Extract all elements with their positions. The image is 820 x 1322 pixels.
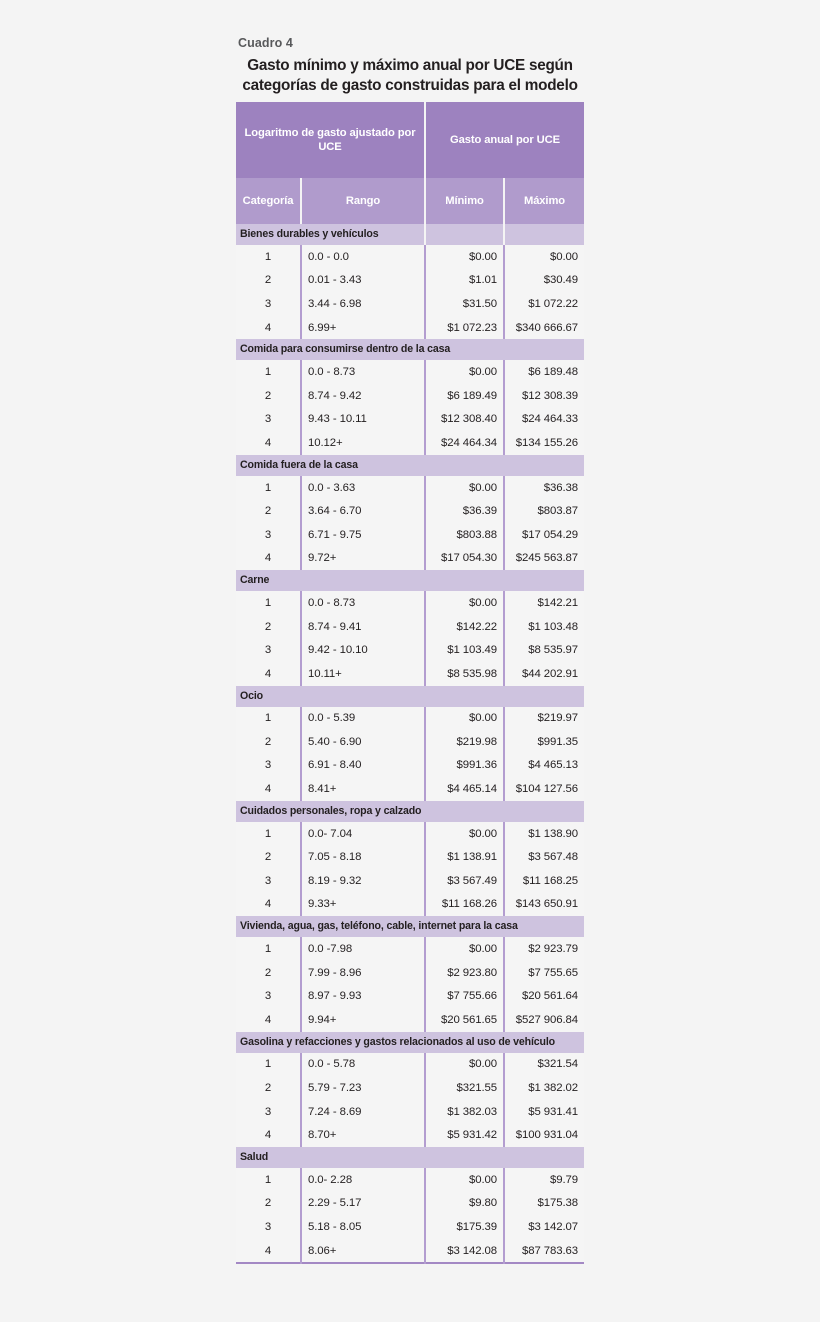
cell-min: $24 464.34 [425,431,504,455]
cell-rango: 9.43 - 10.11 [301,408,425,432]
cell-rango: 0.0- 2.28 [301,1168,425,1192]
cell-cat: 1 [236,822,301,846]
cell-rango: 8.74 - 9.41 [301,615,425,639]
cell-rango: 7.24 - 8.69 [301,1100,425,1124]
table-row [236,384,584,408]
cell-rango: 10.11+ [301,662,425,686]
section-header-row [236,801,584,822]
cell-rango: 0.01 - 3.43 [301,269,425,293]
cell-cat: 4 [236,547,301,571]
cell-min: $12 308.40 [425,408,504,432]
cell-cat: 3 [236,292,301,316]
cell-cat: 1 [236,1053,301,1077]
cell-max: $991.35 [504,730,584,754]
cell-cat: 2 [236,615,301,639]
cell-min: $219.98 [425,730,504,754]
cell-max: $8 535.97 [504,638,584,662]
cell-rango: 0.0 - 0.0 [301,245,425,269]
table-row [236,961,584,985]
cell-rango: 0.0 - 3.63 [301,476,425,500]
cell-max: $803.87 [504,499,584,523]
cell-max: $87 783.63 [504,1239,584,1264]
cell-min: $31.50 [425,292,504,316]
cell-rango: 7.05 - 8.18 [301,845,425,869]
cell-min: $0.00 [425,245,504,269]
cell-max: $142.21 [504,591,584,615]
cell-min: $803.88 [425,523,504,547]
table-row [236,360,584,384]
cell-max: $134 155.26 [504,431,584,455]
section-header-row [236,570,584,591]
cell-min: $0.00 [425,822,504,846]
page-title: Gasto mínimo y máximo anual por UCE según categorías de gasto construidas para el modelo [242,57,578,94]
cell-min: $36.39 [425,499,504,523]
cell-min: $20 561.65 [425,1008,504,1032]
cell-min: $0.00 [425,937,504,961]
table-row [236,316,584,340]
cell-max: $1 382.02 [504,1076,584,1100]
cell-cat: 3 [236,408,301,432]
section-title: Cuidados personales, ropa y calzado [236,801,584,822]
cell-rango: 6.99+ [301,316,425,340]
table-head [236,102,584,224]
table-header-group-row [236,102,584,178]
section-title: Comida fuera de la casa [236,455,584,476]
section-title: Vivienda, agua, gas, teléfono, cable, internet para la casa [236,916,584,937]
cell-cat: 4 [236,316,301,340]
cell-cat: 2 [236,961,301,985]
cell-cat: 3 [236,523,301,547]
cell-min: $17 054.30 [425,547,504,571]
table-row [236,1239,584,1264]
section-header-row [236,916,584,937]
cell-max: $20 561.64 [504,984,584,1008]
cell-cat: 4 [236,1008,301,1032]
table-row [236,754,584,778]
cell-min: $1 382.03 [425,1100,504,1124]
table-row [236,1076,584,1100]
cell-cat: 2 [236,1076,301,1100]
table-row [236,662,584,686]
cell-min: $9.80 [425,1192,504,1216]
cell-cat: 3 [236,638,301,662]
cell-rango: 3.44 - 6.98 [301,292,425,316]
column-header-categoria: Categoría [236,178,301,224]
cell-rango: 0.0 -7.98 [301,937,425,961]
table-row [236,730,584,754]
cell-max: $7 755.65 [504,961,584,985]
cell-min: $7 755.66 [425,984,504,1008]
column-header-minimo: Mínimo [425,178,504,224]
table-row [236,615,584,639]
header-group-gasto-anual: Gasto anual por UCE [425,102,584,178]
table-row [236,777,584,801]
cell-rango: 9.42 - 10.10 [301,638,425,662]
cell-rango: 9.33+ [301,893,425,917]
cell-rango: 0.0 - 8.73 [301,591,425,615]
cell-max: $6 189.48 [504,360,584,384]
cell-cat: 4 [236,1123,301,1147]
table-row [236,499,584,523]
cell-min: $4 465.14 [425,777,504,801]
cell-min: $1 103.49 [425,638,504,662]
table-row [236,1192,584,1216]
cell-min: $2 923.80 [425,961,504,985]
cell-rango: 0.0- 7.04 [301,822,425,846]
cell-cat: 3 [236,1215,301,1239]
cell-min: $5 931.42 [425,1123,504,1147]
cell-cat: 3 [236,869,301,893]
cell-min: $0.00 [425,591,504,615]
cell-min: $175.39 [425,1215,504,1239]
cell-max: $4 465.13 [504,754,584,778]
cell-rango: 6.91 - 8.40 [301,754,425,778]
cell-max: $175.38 [504,1192,584,1216]
cell-min: $0.00 [425,1168,504,1192]
table-row [236,591,584,615]
cell-rango: 9.94+ [301,1008,425,1032]
cell-max: $219.97 [504,707,584,731]
cell-rango: 8.19 - 9.32 [301,869,425,893]
cell-min: $11 168.26 [425,893,504,917]
table-row [236,547,584,571]
table-row [236,893,584,917]
cell-max: $5 931.41 [504,1100,584,1124]
header-group-log-gasto: Logaritmo de gasto ajustado por UCE [236,102,425,178]
cell-min: $321.55 [425,1076,504,1100]
cell-max: $36.38 [504,476,584,500]
cell-min: $991.36 [425,754,504,778]
cell-cat: 1 [236,1168,301,1192]
section-header-row [236,339,584,360]
cell-max: $1 138.90 [504,822,584,846]
cell-max: $104 127.56 [504,777,584,801]
cell-cat: 2 [236,1192,301,1216]
cell-min: $6 189.49 [425,384,504,408]
section-title: Carne [236,570,584,591]
section-header-row [236,1032,584,1053]
table-row [236,937,584,961]
table-row [236,1123,584,1147]
expenditure-table [236,102,584,1264]
cell-min: $3 142.08 [425,1239,504,1264]
table-row [236,845,584,869]
table-row [236,822,584,846]
section-band-spacer [504,224,584,245]
cell-min: $0.00 [425,476,504,500]
cell-min: $8 535.98 [425,662,504,686]
cell-rango: 9.72+ [301,547,425,571]
cell-cat: 1 [236,591,301,615]
table-row [236,707,584,731]
table-row [236,245,584,269]
figure-label: Cuadro 4 [238,36,293,50]
cell-cat: 4 [236,777,301,801]
table-row [236,523,584,547]
cell-rango: 0.0 - 5.39 [301,707,425,731]
cell-rango: 2.29 - 5.17 [301,1192,425,1216]
column-header-maximo: Máximo [504,178,584,224]
cell-cat: 2 [236,384,301,408]
cell-rango: 10.12+ [301,431,425,455]
cell-min: $0.00 [425,360,504,384]
cell-max: $100 931.04 [504,1123,584,1147]
cell-min: $1 138.91 [425,845,504,869]
cell-cat: 4 [236,431,301,455]
cell-rango: 6.71 - 9.75 [301,523,425,547]
table-row [236,1168,584,1192]
table-row [236,638,584,662]
section-header-row [236,686,584,707]
cell-rango: 5.18 - 8.05 [301,1215,425,1239]
section-title: Bienes durables y vehículos [236,224,425,245]
cell-max: $12 308.39 [504,384,584,408]
table-row [236,1215,584,1239]
table-row [236,1100,584,1124]
cell-cat: 3 [236,984,301,1008]
cell-cat: 1 [236,707,301,731]
table-figure [236,36,584,1264]
cell-min: $1 072.23 [425,316,504,340]
section-title: Gasolina y refacciones y gastos relacionados al uso de vehículo [236,1032,584,1053]
cell-max: $143 650.91 [504,893,584,917]
table-row [236,1008,584,1032]
cell-rango: 8.97 - 9.93 [301,984,425,1008]
cell-max: $17 054.29 [504,523,584,547]
cell-max: $30.49 [504,269,584,293]
table-row [236,292,584,316]
table-row [236,269,584,293]
cell-rango: 8.74 - 9.42 [301,384,425,408]
cell-cat: 1 [236,245,301,269]
section-header-row [236,224,584,245]
table-body [236,224,584,1263]
cell-min: $142.22 [425,615,504,639]
cell-rango: 8.70+ [301,1123,425,1147]
cell-rango: 5.79 - 7.23 [301,1076,425,1100]
table-row [236,476,584,500]
cell-cat: 2 [236,845,301,869]
cell-rango: 3.64 - 6.70 [301,499,425,523]
cell-rango: 7.99 - 8.96 [301,961,425,985]
table-header-columns-row [236,178,584,224]
table-row [236,984,584,1008]
cell-max: $340 666.67 [504,316,584,340]
cell-cat: 1 [236,937,301,961]
section-title: Ocio [236,686,584,707]
cell-max: $9.79 [504,1168,584,1192]
cell-cat: 1 [236,360,301,384]
cell-max: $1 072.22 [504,292,584,316]
cell-rango: 5.40 - 6.90 [301,730,425,754]
cell-min: $1.01 [425,269,504,293]
cell-rango: 8.06+ [301,1239,425,1264]
section-band-spacer [425,224,504,245]
section-title: Salud [236,1147,584,1168]
cell-cat: 2 [236,269,301,293]
table-row [236,1053,584,1077]
cell-max: $3 142.07 [504,1215,584,1239]
cell-rango: 0.0 - 8.73 [301,360,425,384]
cell-cat: 1 [236,476,301,500]
cell-max: $24 464.33 [504,408,584,432]
cell-cat: 2 [236,499,301,523]
cell-max: $1 103.48 [504,615,584,639]
section-header-row [236,1147,584,1168]
table-row [236,431,584,455]
cell-cat: 3 [236,754,301,778]
section-title: Comida para consumirse dentro de la casa [236,339,584,360]
cell-min: $0.00 [425,707,504,731]
cell-max: $245 563.87 [504,547,584,571]
cell-max: $321.54 [504,1053,584,1077]
table-row [236,869,584,893]
cell-min: $3 567.49 [425,869,504,893]
cell-cat: 3 [236,1100,301,1124]
cell-max: $3 567.48 [504,845,584,869]
cell-cat: 2 [236,730,301,754]
cell-max: $44 202.91 [504,662,584,686]
cell-min: $0.00 [425,1053,504,1077]
cell-cat: 4 [236,662,301,686]
cell-rango: 8.41+ [301,777,425,801]
section-header-row [236,455,584,476]
table-row [236,408,584,432]
cell-cat: 4 [236,1239,301,1264]
cell-max: $2 923.79 [504,937,584,961]
cell-max: $527 906.84 [504,1008,584,1032]
cell-cat: 4 [236,893,301,917]
cell-max: $0.00 [504,245,584,269]
column-header-rango: Rango [301,178,425,224]
cell-rango: 0.0 - 5.78 [301,1053,425,1077]
cell-max: $11 168.25 [504,869,584,893]
